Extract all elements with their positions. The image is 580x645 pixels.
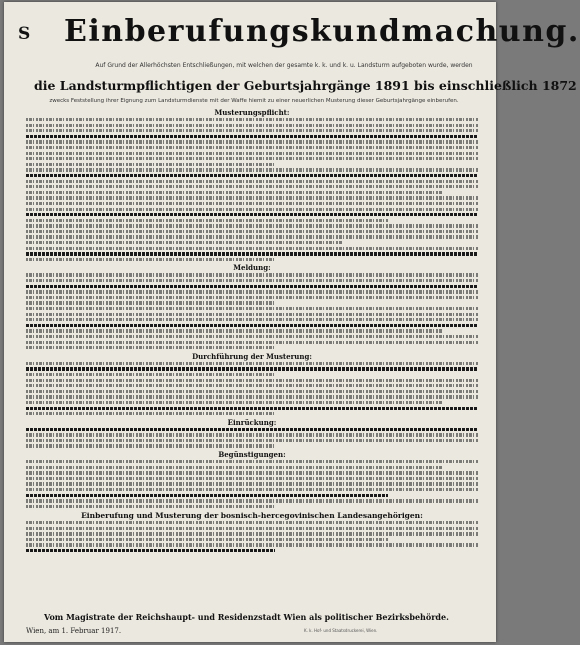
text-line xyxy=(26,135,478,138)
text-line xyxy=(26,163,275,166)
text-line xyxy=(26,527,478,530)
corner-mark: S xyxy=(18,24,31,44)
text-line xyxy=(26,324,478,327)
text-line xyxy=(26,285,478,288)
text-line xyxy=(26,428,478,431)
intro-text: Auf Grund der Allerhöchsten Entschließungen, mit welchen der gesamte k. k. und k. u. Landsturm aufgeboten wurde, werden xyxy=(95,62,473,69)
section-heading: Durchführung der Musterung: xyxy=(192,351,312,361)
text-line xyxy=(26,129,478,132)
text-line xyxy=(26,180,478,183)
text-line xyxy=(26,412,275,415)
text-line xyxy=(26,439,478,442)
text-line xyxy=(26,362,478,365)
signature: Vom Magistrate der Reichshaupt- und Residenzstadt Wien als politischer Bezirksbehörde. xyxy=(44,612,449,622)
text-line xyxy=(26,124,478,127)
text-line xyxy=(26,140,478,143)
headline: die Landsturmpflichtigen der Geburtsjahrgänge 1891 bis einschließlich 1872 xyxy=(34,78,577,93)
text-line xyxy=(26,407,478,410)
text-line xyxy=(26,219,388,222)
text-line xyxy=(26,466,442,469)
text-line xyxy=(26,258,275,261)
section-heading: Einberufung und Musterung der bosnisch-hercegovinischen Landesangehörigen: xyxy=(81,511,423,521)
text-line xyxy=(26,273,478,276)
text-line xyxy=(26,235,478,238)
text-line xyxy=(26,196,478,199)
text-line xyxy=(26,307,478,310)
text-line xyxy=(26,521,478,524)
text-line xyxy=(26,460,478,463)
text-line xyxy=(26,241,342,244)
text-line xyxy=(26,390,478,393)
text-line xyxy=(26,168,478,171)
text-line xyxy=(26,373,275,376)
text-line xyxy=(26,152,478,155)
printer-imprint: K. k. Hof- und Staatsdruckerei, Wien. xyxy=(304,628,378,633)
text-line xyxy=(26,488,478,491)
text-line xyxy=(26,494,388,497)
text-line xyxy=(26,477,478,480)
text-line xyxy=(26,335,478,338)
text-line xyxy=(26,174,478,177)
text-line xyxy=(26,444,275,447)
text-line xyxy=(26,230,478,233)
text-line xyxy=(26,532,478,535)
text-line xyxy=(26,379,478,382)
text-line xyxy=(26,191,442,194)
text-line xyxy=(26,202,478,205)
text-line xyxy=(26,499,478,502)
place-date: Wien, am 1. Februar 1917. xyxy=(26,627,122,635)
text-line xyxy=(26,301,275,304)
text-line xyxy=(26,252,478,255)
text-line xyxy=(26,401,442,404)
text-line xyxy=(26,471,478,474)
text-line xyxy=(26,346,275,349)
section-heading: Begünstigungen: xyxy=(218,450,286,460)
text-line xyxy=(26,543,478,546)
text-line xyxy=(26,118,478,121)
text-line xyxy=(26,384,478,387)
poster-title: Einberufungskundmachung. xyxy=(64,14,580,49)
text-line xyxy=(26,208,478,211)
headline-sub: zwecks Feststellung ihrer Eignung zum Landsturmdienste mit der Waffe hiemit zu einer neuerlichen Musterung dieser Geburtsjahrgänge einberufen. xyxy=(49,98,459,104)
text-line xyxy=(26,482,478,485)
text-line xyxy=(26,185,478,188)
text-line xyxy=(26,367,478,370)
text-line xyxy=(26,433,478,436)
text-line xyxy=(26,296,478,299)
text-line xyxy=(26,549,275,552)
text-line xyxy=(26,505,275,508)
text-line xyxy=(26,395,478,398)
text-line xyxy=(26,318,478,321)
text-line xyxy=(26,341,478,344)
proclamation-poster xyxy=(4,2,580,642)
text-line xyxy=(26,213,478,216)
text-line xyxy=(26,157,478,160)
text-line xyxy=(26,224,478,227)
text-line xyxy=(26,313,478,316)
text-line xyxy=(26,538,388,541)
body-text xyxy=(26,106,478,555)
section-heading: Einrückung: xyxy=(227,417,277,427)
text-line xyxy=(26,329,442,332)
section-heading: Musterungspflicht: xyxy=(214,108,290,117)
text-line xyxy=(26,146,478,149)
section-heading: Meldung: xyxy=(233,263,271,273)
text-line xyxy=(26,279,478,282)
text-line xyxy=(26,247,478,250)
text-line xyxy=(26,290,478,293)
